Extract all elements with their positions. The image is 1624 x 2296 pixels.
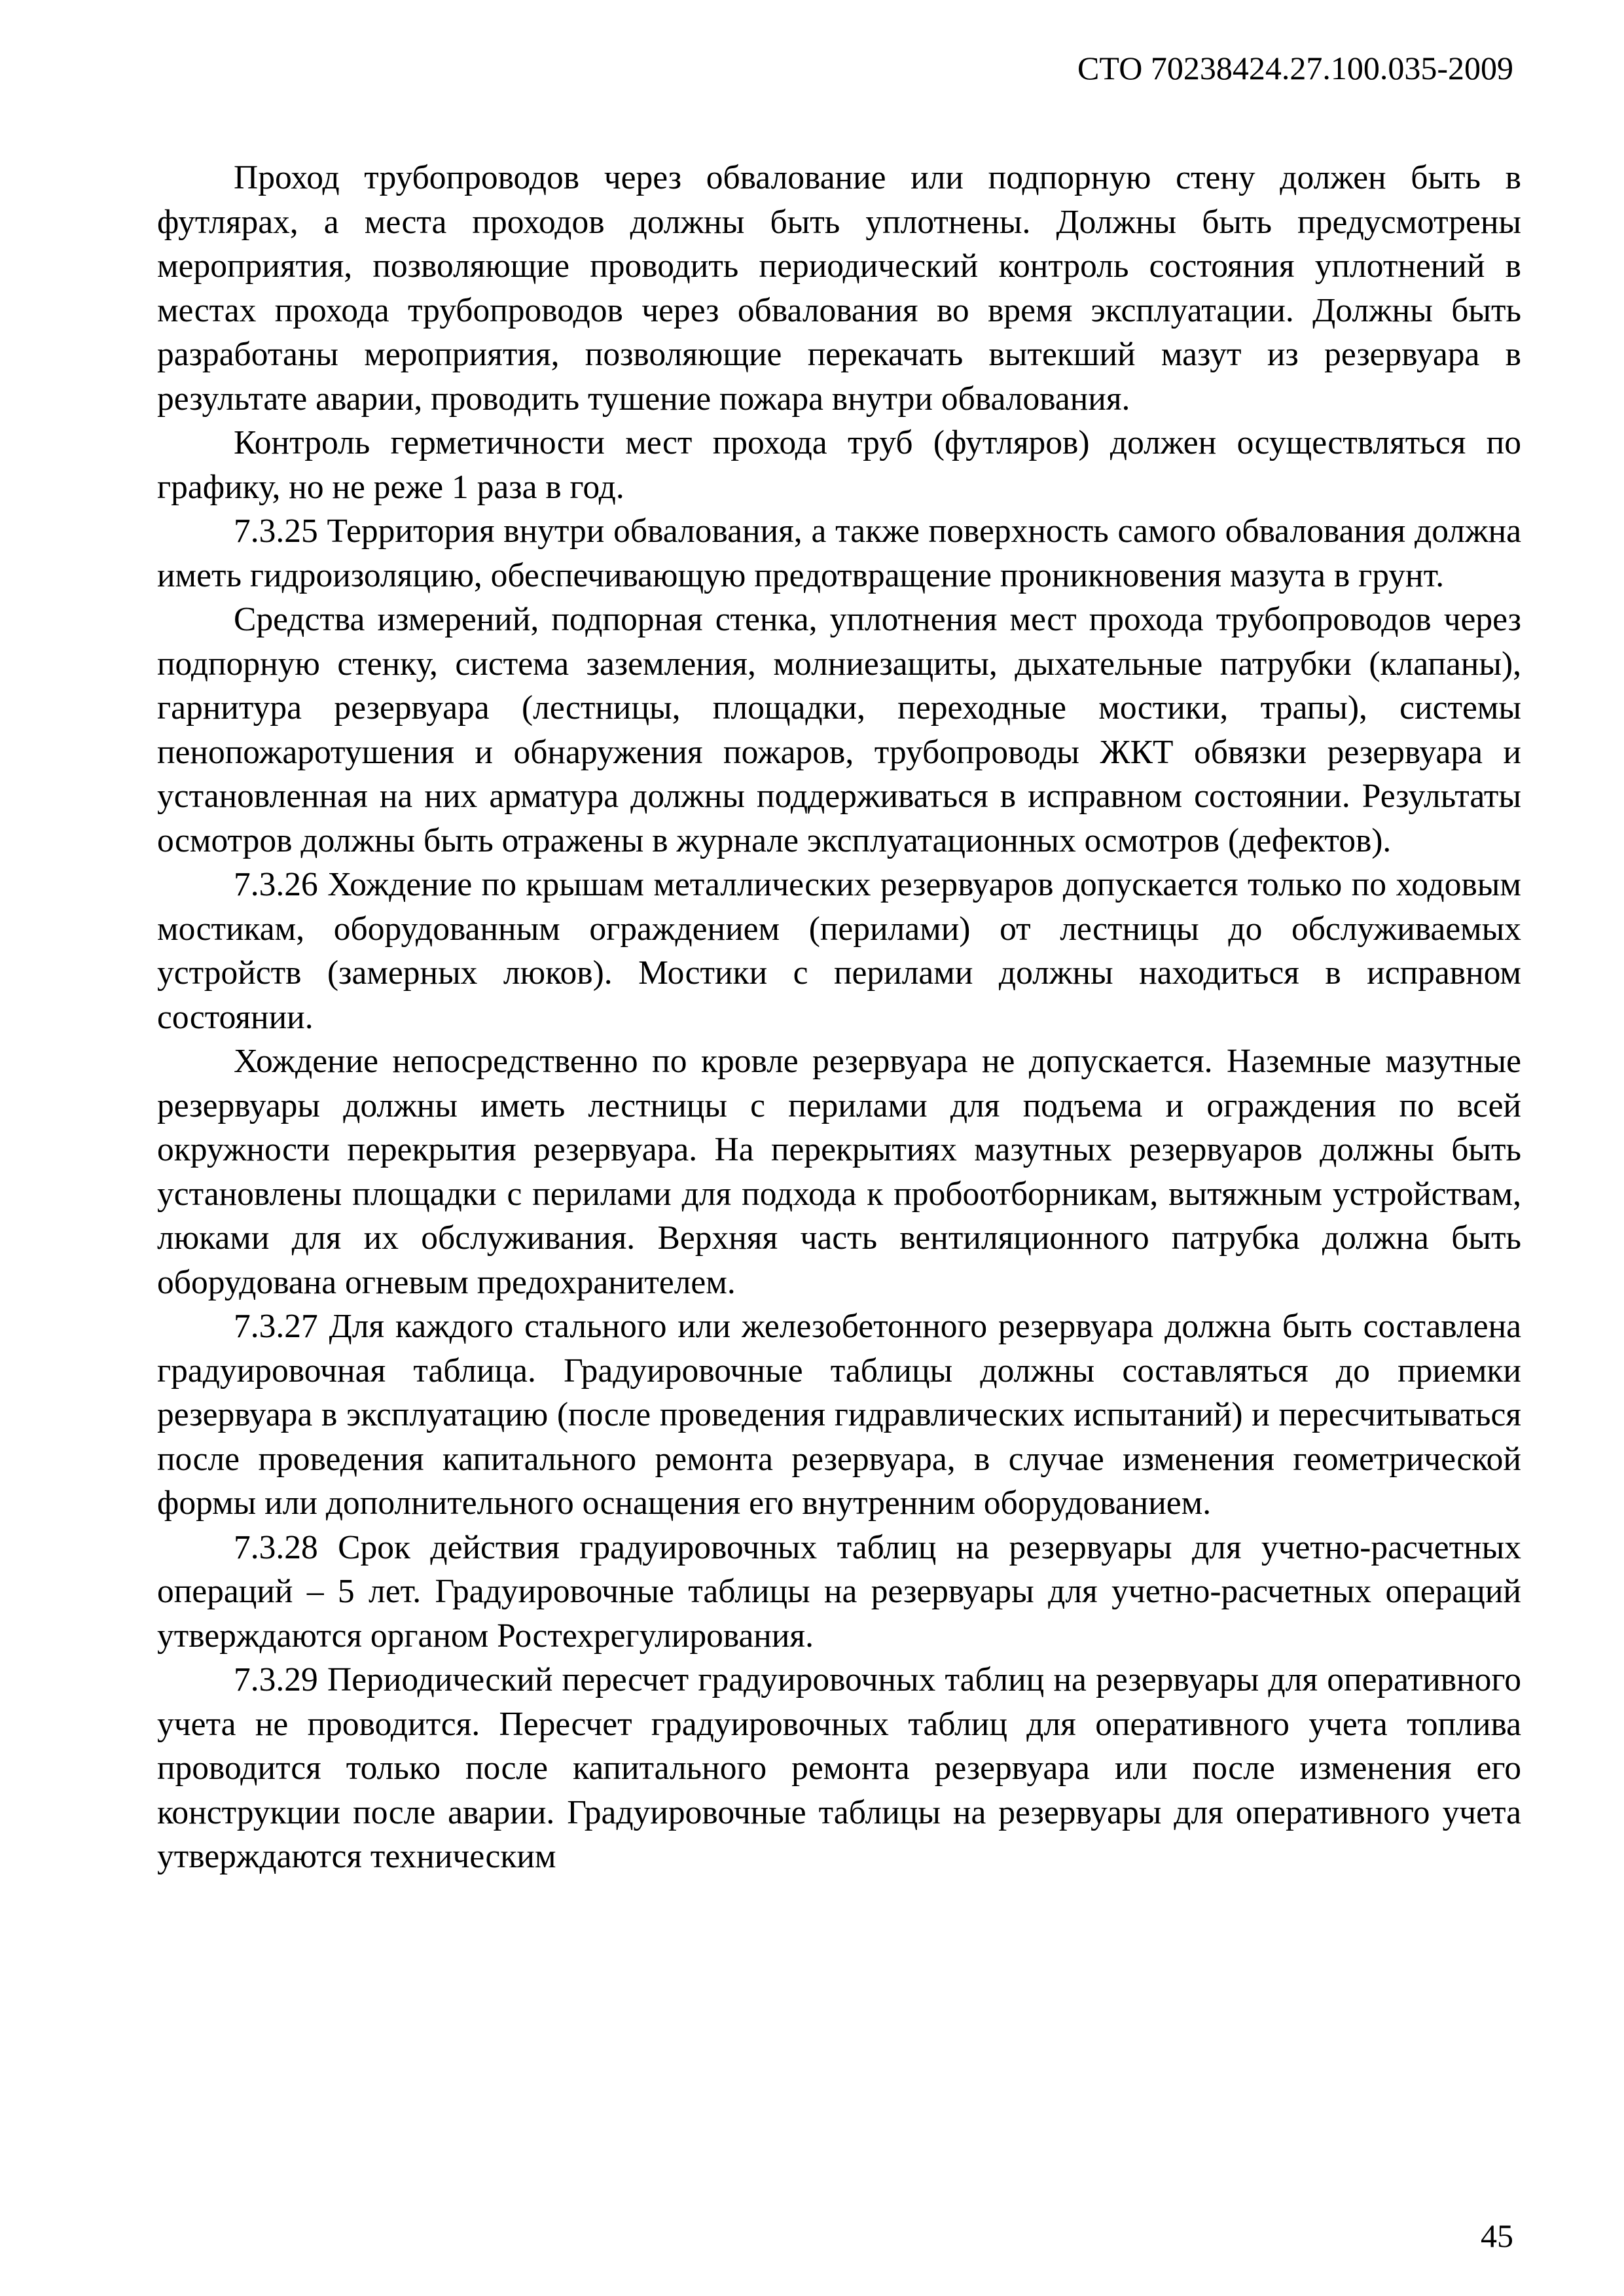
paragraph-tightness-control: Контроль герметичности мест прохода труб (футляров) должен осуществляться по графику, но не реже 1 раза в год. xyxy=(157,424,1521,506)
paragraph-7-3-27: 7.3.27 Для каждого стального или железобетонного резервуара должна быть составлена градуировочная таблица. Градуировочные таблицы должны составляться до приемки резервуара в эксплуатацию (после проведения гидравлических испытаний) и пересчитываться после проведения капитального ремонта резервуара, в случае изменения геометрической формы или дополнительного оснащения его внутренним оборудованием. xyxy=(157,1308,1521,1522)
paragraph-roof-walking: Хождение непосредственно по кровле резервуара не допускается. Наземные мазутные резервуары должны иметь лестницы с перилами для подъема и ограждения по всей окружности перекрытия резервуара. На перекрытиях мазутных резервуаров должны быть установлены площадки с перилами для подхода к пробоотборникам, вытяжным устройствам, люками для их обслуживания. Верхняя часть вентиляционного патрубка должна быть оборудована огневым предохранителем. xyxy=(157,1043,1521,1301)
paragraph-7-3-25: 7.3.25 Территория внутри обвалования, а также поверхность самого обвалования должна иметь гидроизоляцию, обеспечивающую предотвращение проникновения мазута в грунт. xyxy=(157,512,1521,594)
document-body xyxy=(157,156,1521,1879)
paragraph-pipeline-passage: Проход трубопроводов через обвалование или подпорную стену должен быть в футлярах, а места проходов должны быть уплотнены. Должны быть предусмотрены мероприятия, позволяющие проводить периодический контроль состояния уплотнений в местах прохода трубопроводов через обвалования во время эксплуатации. Должны быть разработаны мероприятия, позволяющие перекачать вытекший мазут из резервуара в результате аварии, проводить тушение пожара внутри обвалования. xyxy=(157,159,1521,418)
page-number: 45 xyxy=(1481,2217,1513,2254)
document-code-header: СТО 70238424.27.100.035-2009 xyxy=(1077,50,1513,86)
paragraph-measuring-equipment: Средства измерений, подпорная стенка, уплотнения мест прохода трубопроводов через подпорную стенку, система заземления, молниезащиты, дыхательные патрубки (клапаны), гарнитура резервуара (лестницы, площадки, переходные мостики, трапы), системы пенопожаротушения и обнаружения пожаров, трубопроводы ЖКТ обвязки резервуара и установленная на них арматура должны поддерживаться в исправном состоянии. Результаты осмотров должны быть отражены в журнале эксплуатационных осмотров (дефектов). xyxy=(157,601,1521,859)
paragraph-7-3-28: 7.3.28 Срок действия градуировочных таблиц на резервуары для учетно-расчетных операций – 5 лет. Градуировочные таблицы на резервуары для учетно-расчетных операций утверждаются органом Ростехрегулирования. xyxy=(157,1528,1521,1655)
paragraph-7-3-29: 7.3.29 Периодический пересчет градуировочных таблиц на резервуары для оперативного учета не проводится. Пересчет градуировочных таблиц для оперативного учета топлива проводится только после капитального ремонта резервуара или после изменения его конструкции после аварии. Градуировочные таблицы на резервуары для оперативного учета утверждаются техническим xyxy=(157,1661,1521,1875)
paragraph-7-3-26: 7.3.26 Хождение по крышам металлических резервуаров допускается только по ходовым мостикам, оборудованным ограждением (перилами) от лестницы до обслуживаемых устройств (замерных люков). Мостики с перилами должны находиться в исправном состоянии. xyxy=(157,866,1521,1036)
